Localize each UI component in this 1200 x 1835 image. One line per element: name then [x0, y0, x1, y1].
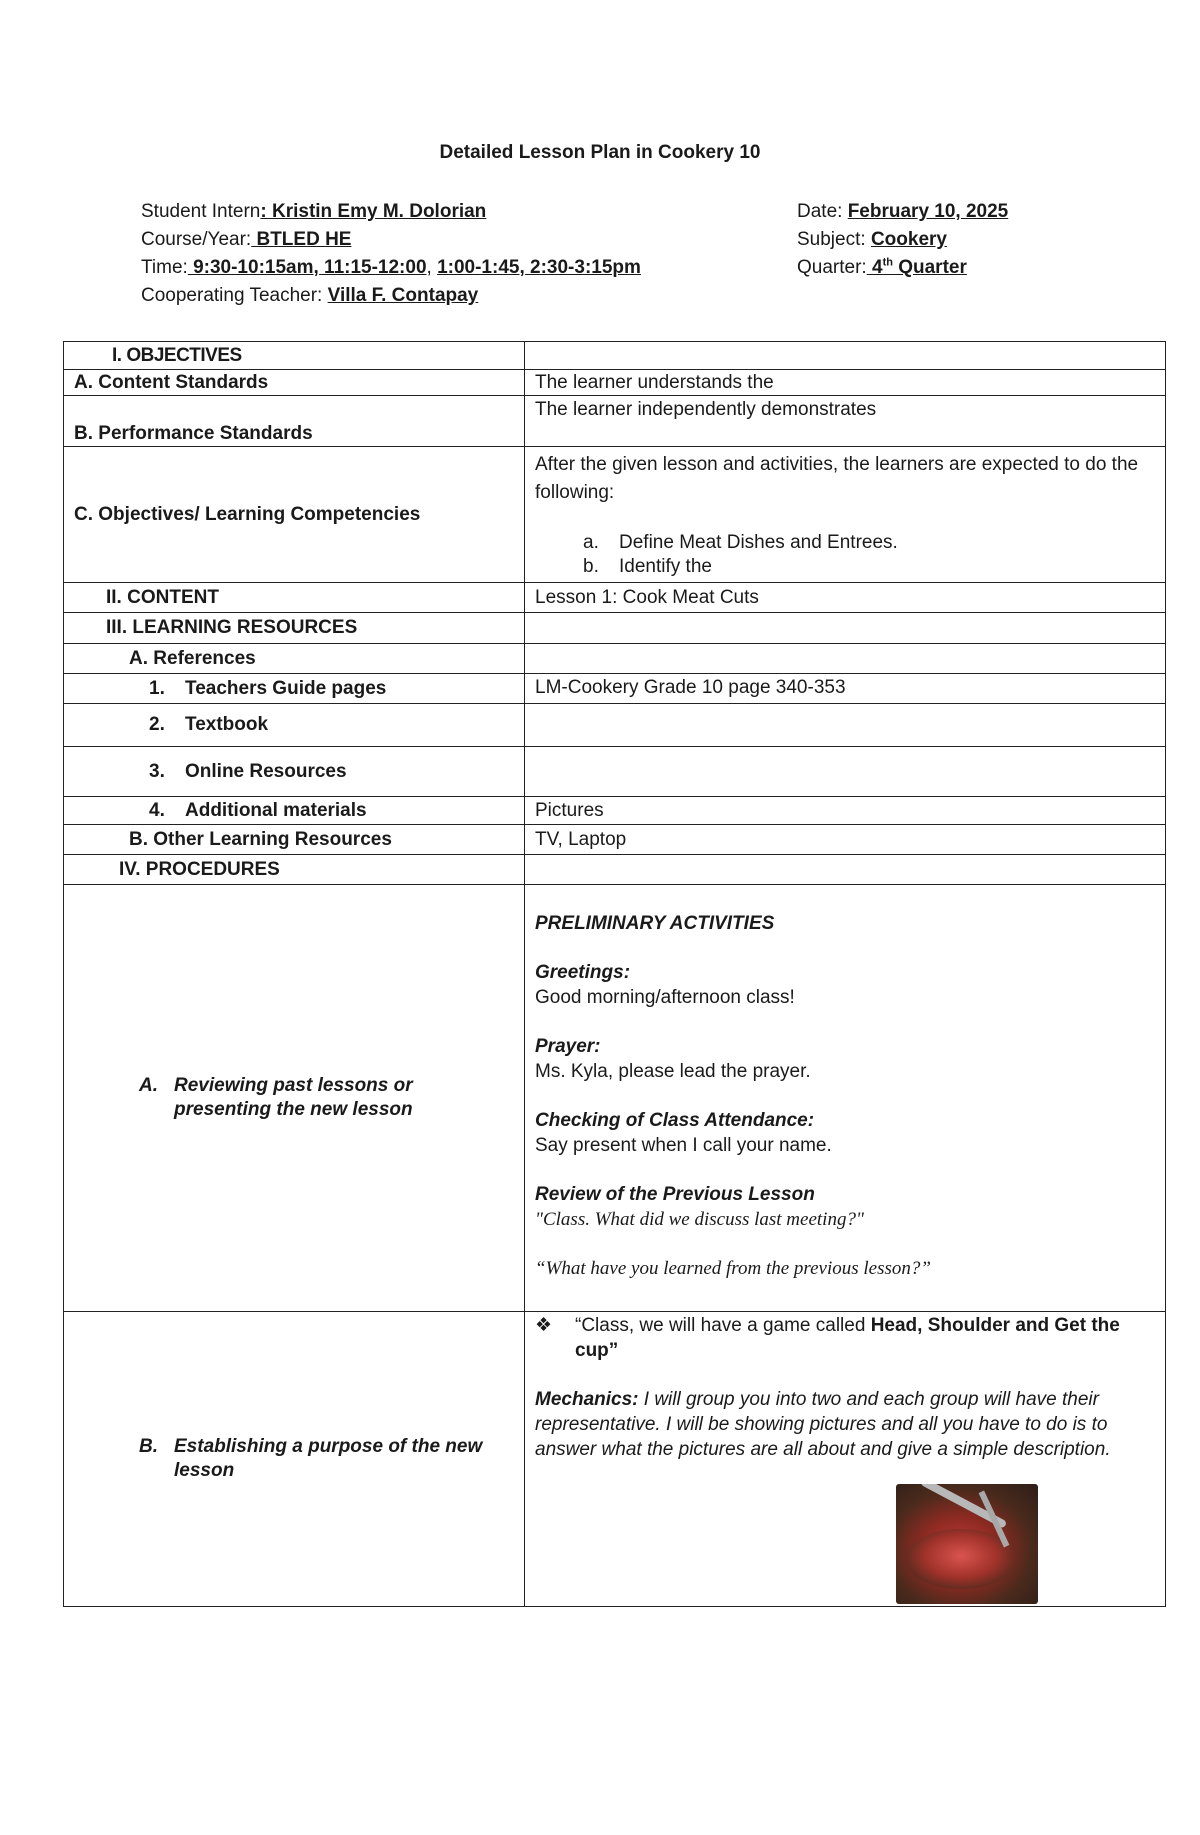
competencies-intro: After the given lesson and activities, the learners are expected to do the following: [535, 454, 1139, 503]
other-label: B. Other Learning Resources [64, 825, 525, 855]
table-row [64, 704, 1166, 747]
additional-label-cell [64, 797, 525, 825]
table-row [64, 855, 1166, 885]
competency-a-text: Define Meat Dishes and Entrees. [619, 532, 898, 553]
purpose-text: Establishing a purpose of the new lesson [174, 1436, 483, 1481]
resources-label: III. LEARNING RESOURCES [64, 613, 525, 644]
competency-b-letter: b. [583, 556, 599, 577]
previous-question-2: “What have you learned from the previous lesson?” [535, 1258, 931, 1279]
course-line [141, 226, 641, 254]
purpose-label-cell [64, 1312, 525, 1607]
content-value: Lesson 1: Cook Meat Cuts [525, 583, 1166, 613]
date-line [797, 198, 1008, 226]
course-label: Course/Year: [141, 229, 252, 250]
review-text: Reviewing past lessons or presenting the new lesson [174, 1075, 413, 1120]
tg-label-cell [64, 674, 525, 704]
competency-a [535, 531, 1155, 555]
mechanics-text: I will group you into two and each group will have their representative. I will be showing pictures and all you have to do is to answer what the pictures are all about and give a simple description. [535, 1389, 1111, 1460]
intern-value: : Kristin Emy M. Dolorian [260, 201, 487, 222]
additional-label: Additional materials [185, 799, 367, 821]
table-row [64, 825, 1166, 855]
greetings-heading: Greetings: [535, 962, 631, 983]
spacer [535, 1084, 1155, 1108]
purpose-value [525, 1312, 1166, 1607]
teacher-label: Cooperating Teacher: [141, 285, 328, 306]
spacer [535, 1158, 1155, 1182]
table-row [64, 583, 1166, 613]
attendance-text: Say present when I call your name. [535, 1135, 832, 1156]
prelim-heading: PRELIMINARY ACTIVITIES [535, 913, 775, 934]
content-standards-label: A. Content Standards [64, 370, 525, 396]
competencies-value [525, 447, 1166, 583]
references-label: A. References [64, 644, 525, 674]
previous-question-1: "Class. What did we discuss last meeting?" [535, 1209, 864, 1230]
competency-b [535, 555, 1155, 579]
time-line [141, 254, 641, 282]
tg-value: LM-Cookery Grade 10 page 340-353 [525, 674, 1166, 704]
quarter-sup: th [882, 256, 893, 269]
online-label-cell [64, 747, 525, 797]
header-left [141, 198, 641, 310]
greetings-text: Good morning/afternoon class! [535, 987, 795, 1008]
time-sep: , [426, 257, 438, 278]
table-row [64, 674, 1166, 704]
references-value [525, 644, 1166, 674]
performance-standards-label: B. Performance Standards [64, 396, 525, 447]
online-value [525, 747, 1166, 797]
competencies-label: C. Objectives/ Learning Competencies [64, 447, 525, 583]
spacer [535, 507, 1155, 531]
additional-num: 4. [149, 799, 165, 821]
purpose-label [74, 1435, 514, 1483]
prayer-heading: Prayer: [535, 1036, 601, 1057]
table-row [64, 613, 1166, 644]
spacer [535, 1010, 1155, 1034]
game-intro: “Class, we will have a game called [575, 1315, 871, 1336]
diamond-bullet-icon: ❖ [535, 1315, 553, 1336]
game-text [575, 1313, 1155, 1363]
competency-b-text: Identify the [619, 556, 712, 577]
mechanics-heading: Mechanics: [535, 1389, 639, 1410]
objectives-text: I. OBJECTIVES [112, 344, 242, 366]
tg-label: Teachers Guide pages [185, 677, 387, 699]
objectives-value [525, 342, 1166, 370]
mechanics [535, 1387, 1155, 1462]
review-label-cell [64, 885, 525, 1312]
game-name: Head, Shoulder and Get the cup” [575, 1315, 1120, 1361]
textbook-label: Textbook [185, 714, 269, 735]
textbook-label-cell [64, 704, 525, 747]
previous-lesson-heading: Review of the Previous Lesson [535, 1184, 815, 1205]
textbook-value [525, 704, 1166, 747]
table-row [64, 885, 1166, 1312]
review-label [74, 1074, 514, 1122]
date-value: February 10, 2025 [847, 201, 1009, 222]
spacer [535, 1232, 1155, 1256]
time-label: Time: [141, 257, 188, 278]
course-value: BTLED HE [251, 229, 352, 250]
steak-image [896, 1484, 1038, 1604]
table-row [64, 747, 1166, 797]
content-label: II. CONTENT [64, 583, 525, 613]
review-letter: A. [139, 1075, 158, 1096]
subject-value: Cookery [870, 229, 947, 250]
table-row [64, 1312, 1166, 1607]
textbook-num: 2. [149, 714, 165, 735]
tg-num: 1. [149, 677, 165, 699]
intern-line [141, 198, 641, 226]
procedures-value [525, 855, 1166, 885]
teacher-value: Villa F. Contapay [327, 285, 479, 306]
game-bullet [535, 1313, 1155, 1363]
prayer-text: Ms. Kyla, please lead the prayer. [535, 1061, 811, 1082]
competency-a-letter: a. [583, 532, 599, 553]
document-title: Detailed Lesson Plan in Cookery 10 [439, 142, 761, 163]
purpose-letter: B. [139, 1436, 158, 1457]
date-label: Date: [797, 201, 848, 222]
content-standards-value: The learner understands the [525, 370, 1166, 396]
spacer [535, 1363, 1155, 1387]
online-label: Online Resources [185, 760, 347, 782]
table-row [64, 396, 1166, 447]
spacer [535, 936, 1155, 960]
header-right [797, 198, 1008, 282]
attendance-heading: Checking of Class Attendance: [535, 1110, 815, 1131]
subject-label: Subject: [797, 229, 871, 250]
intern-label: Student Intern [141, 201, 261, 222]
additional-value: Pictures [525, 797, 1166, 825]
review-value [525, 885, 1166, 1312]
quarter-line [797, 254, 1008, 282]
time-value-a: 9:30-10:15am, 11:15-12:00 [187, 257, 427, 278]
table-row [64, 797, 1166, 825]
subject-line [797, 226, 1008, 254]
time-value-b: 1:00-1:45, 2:30-3:15pm [437, 257, 641, 278]
other-value: TV, Laptop [525, 825, 1166, 855]
table-row [64, 342, 1166, 370]
table-row [64, 370, 1166, 396]
online-num: 3. [149, 760, 165, 782]
quarter-value [867, 257, 967, 278]
quarter-num: 4 [866, 257, 883, 278]
table-row [64, 644, 1166, 674]
quarter-rest: Quarter [892, 257, 967, 278]
procedures-label: IV. PROCEDURES [64, 855, 525, 885]
teacher-line [141, 282, 641, 310]
performance-standards-value: The learner independently demonstrates [525, 396, 1166, 447]
table-row [64, 447, 1166, 583]
lesson-plan-table [63, 341, 1166, 1607]
resources-value [525, 613, 1166, 644]
quarter-label: Quarter: [797, 257, 867, 278]
objectives-heading [64, 342, 525, 370]
